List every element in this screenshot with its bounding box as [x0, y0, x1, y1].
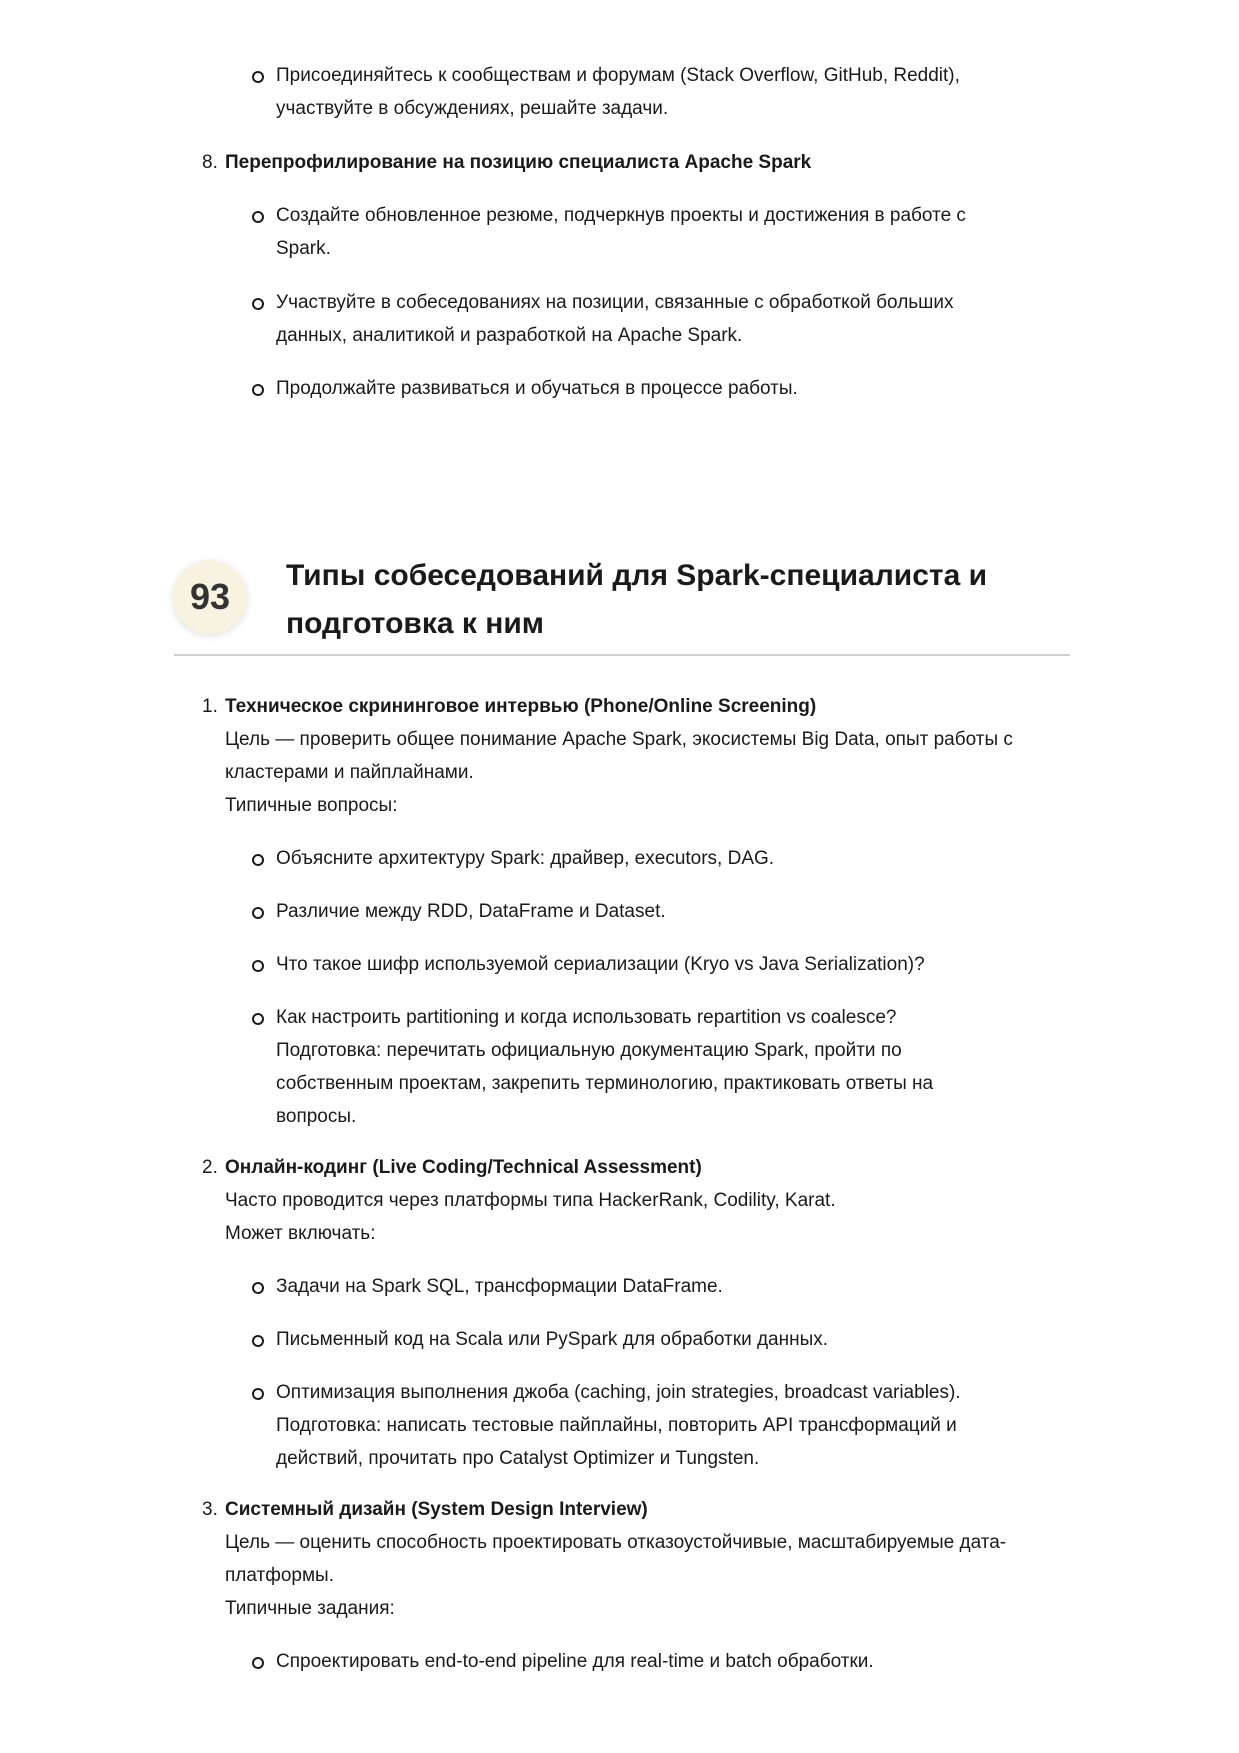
paragraph-line: Цель — проверить общее понимание Apache Spark, экосистемы Big Data, опыт работы с: [225, 729, 1013, 750]
bullet-text: Подготовка: написать тестовые пайплайны, повторить API трансформаций и: [276, 1415, 957, 1436]
bullet-marker: [252, 71, 264, 83]
bullet-marker: [252, 1335, 264, 1347]
list-number: 8.: [202, 152, 218, 173]
list-number: 3.: [202, 1499, 218, 1520]
bullet-text: Объясните архитектуру Spark: драйвер, executors, DAG.: [276, 848, 775, 869]
bullet-marker: [252, 1388, 264, 1400]
bullet-text: Подготовка: перечитать официальную документацию Spark, пройти по: [276, 1040, 902, 1061]
paragraph-line: Часто проводится через платформы типа HackerRank, Codility, Karat.: [225, 1190, 836, 1211]
paragraph-line: Цель — оценить способность проектировать отказоустойчивые, масштабируемые дата-: [225, 1532, 1007, 1553]
bullet-marker: [252, 298, 264, 310]
section-number-badge: 93: [173, 560, 247, 634]
bullet-text: Присоединяйтесь к сообществам и форумам (Stack Overflow, GitHub, Reddit),: [276, 65, 960, 86]
section-divider: [174, 654, 1070, 656]
bullet-text: действий, прочитать про Catalyst Optimizer и Tungsten.: [276, 1448, 760, 1469]
paragraph-line: кластерами и пайплайнами.: [225, 762, 474, 783]
paragraph-line: платформы.: [225, 1565, 334, 1586]
bullet-text: Продолжайте развиваться и обучаться в процессе работы.: [276, 378, 798, 399]
paragraph-line: Типичные задания:: [225, 1598, 395, 1619]
bullet-text: Spark.: [276, 238, 331, 259]
bullet-text: вопросы.: [276, 1106, 357, 1127]
list-number: 2.: [202, 1157, 218, 1178]
bullet-marker: [252, 1657, 264, 1669]
bullet-text: Создайте обновленное резюме, подчеркнув проекты и достижения в работе с: [276, 205, 966, 226]
bullet-text: Участвуйте в собеседованиях на позиции, связанные с обработкой больших: [276, 292, 954, 313]
bullet-text: Как настроить partitioning и когда использовать repartition vs coalesce?: [276, 1007, 897, 1028]
section-title: подготовка к ним: [286, 607, 544, 640]
bullet-marker: [252, 907, 264, 919]
list-item-title: Перепрофилирование на позицию специалиста Apache Spark: [225, 152, 812, 173]
list-number: 1.: [202, 696, 218, 717]
bullet-text: Оптимизация выполнения джоба (caching, join strategies, broadcast variables).: [276, 1382, 961, 1403]
bullet-text: Что такое шифр используемой сериализации (Kryo vs Java Serialization)?: [276, 954, 925, 975]
bullet-marker: [252, 1013, 264, 1025]
bullet-text: Спроектировать end-to-end pipeline для real-time и batch обработки.: [276, 1651, 874, 1672]
bullet-marker: [252, 211, 264, 223]
bullet-text: Письменный код на Scala или PySpark для обработки данных.: [276, 1329, 829, 1350]
bullet-marker: [252, 960, 264, 972]
section-title: Типы собеседований для Spark-специалиста и: [286, 559, 988, 592]
bullet-text: собственным проектам, закрепить терминологию, практиковать ответы на: [276, 1073, 934, 1094]
paragraph-line: Может включать:: [225, 1223, 376, 1244]
bullet-marker: [252, 854, 264, 866]
bullet-marker: [252, 1282, 264, 1294]
list-item-title: Системный дизайн (System Design Interview): [225, 1499, 648, 1520]
bullet-text: участвуйте в обсуждениях, решайте задачи.: [276, 98, 669, 119]
bullet-text: Различие между RDD, DataFrame и Dataset.: [276, 901, 666, 922]
list-item-title: Техническое скрининговое интервью (Phone/Online Screening): [225, 696, 817, 717]
list-item-title: Онлайн-кодинг (Live Coding/Technical Assessment): [225, 1157, 702, 1178]
paragraph-line: Типичные вопросы:: [225, 795, 398, 816]
bullet-marker: [252, 384, 264, 396]
bullet-text: данных, аналитикой и разработкой на Apache Spark.: [276, 325, 743, 346]
bullet-text: Задачи на Spark SQL, трансформации DataFrame.: [276, 1276, 723, 1297]
